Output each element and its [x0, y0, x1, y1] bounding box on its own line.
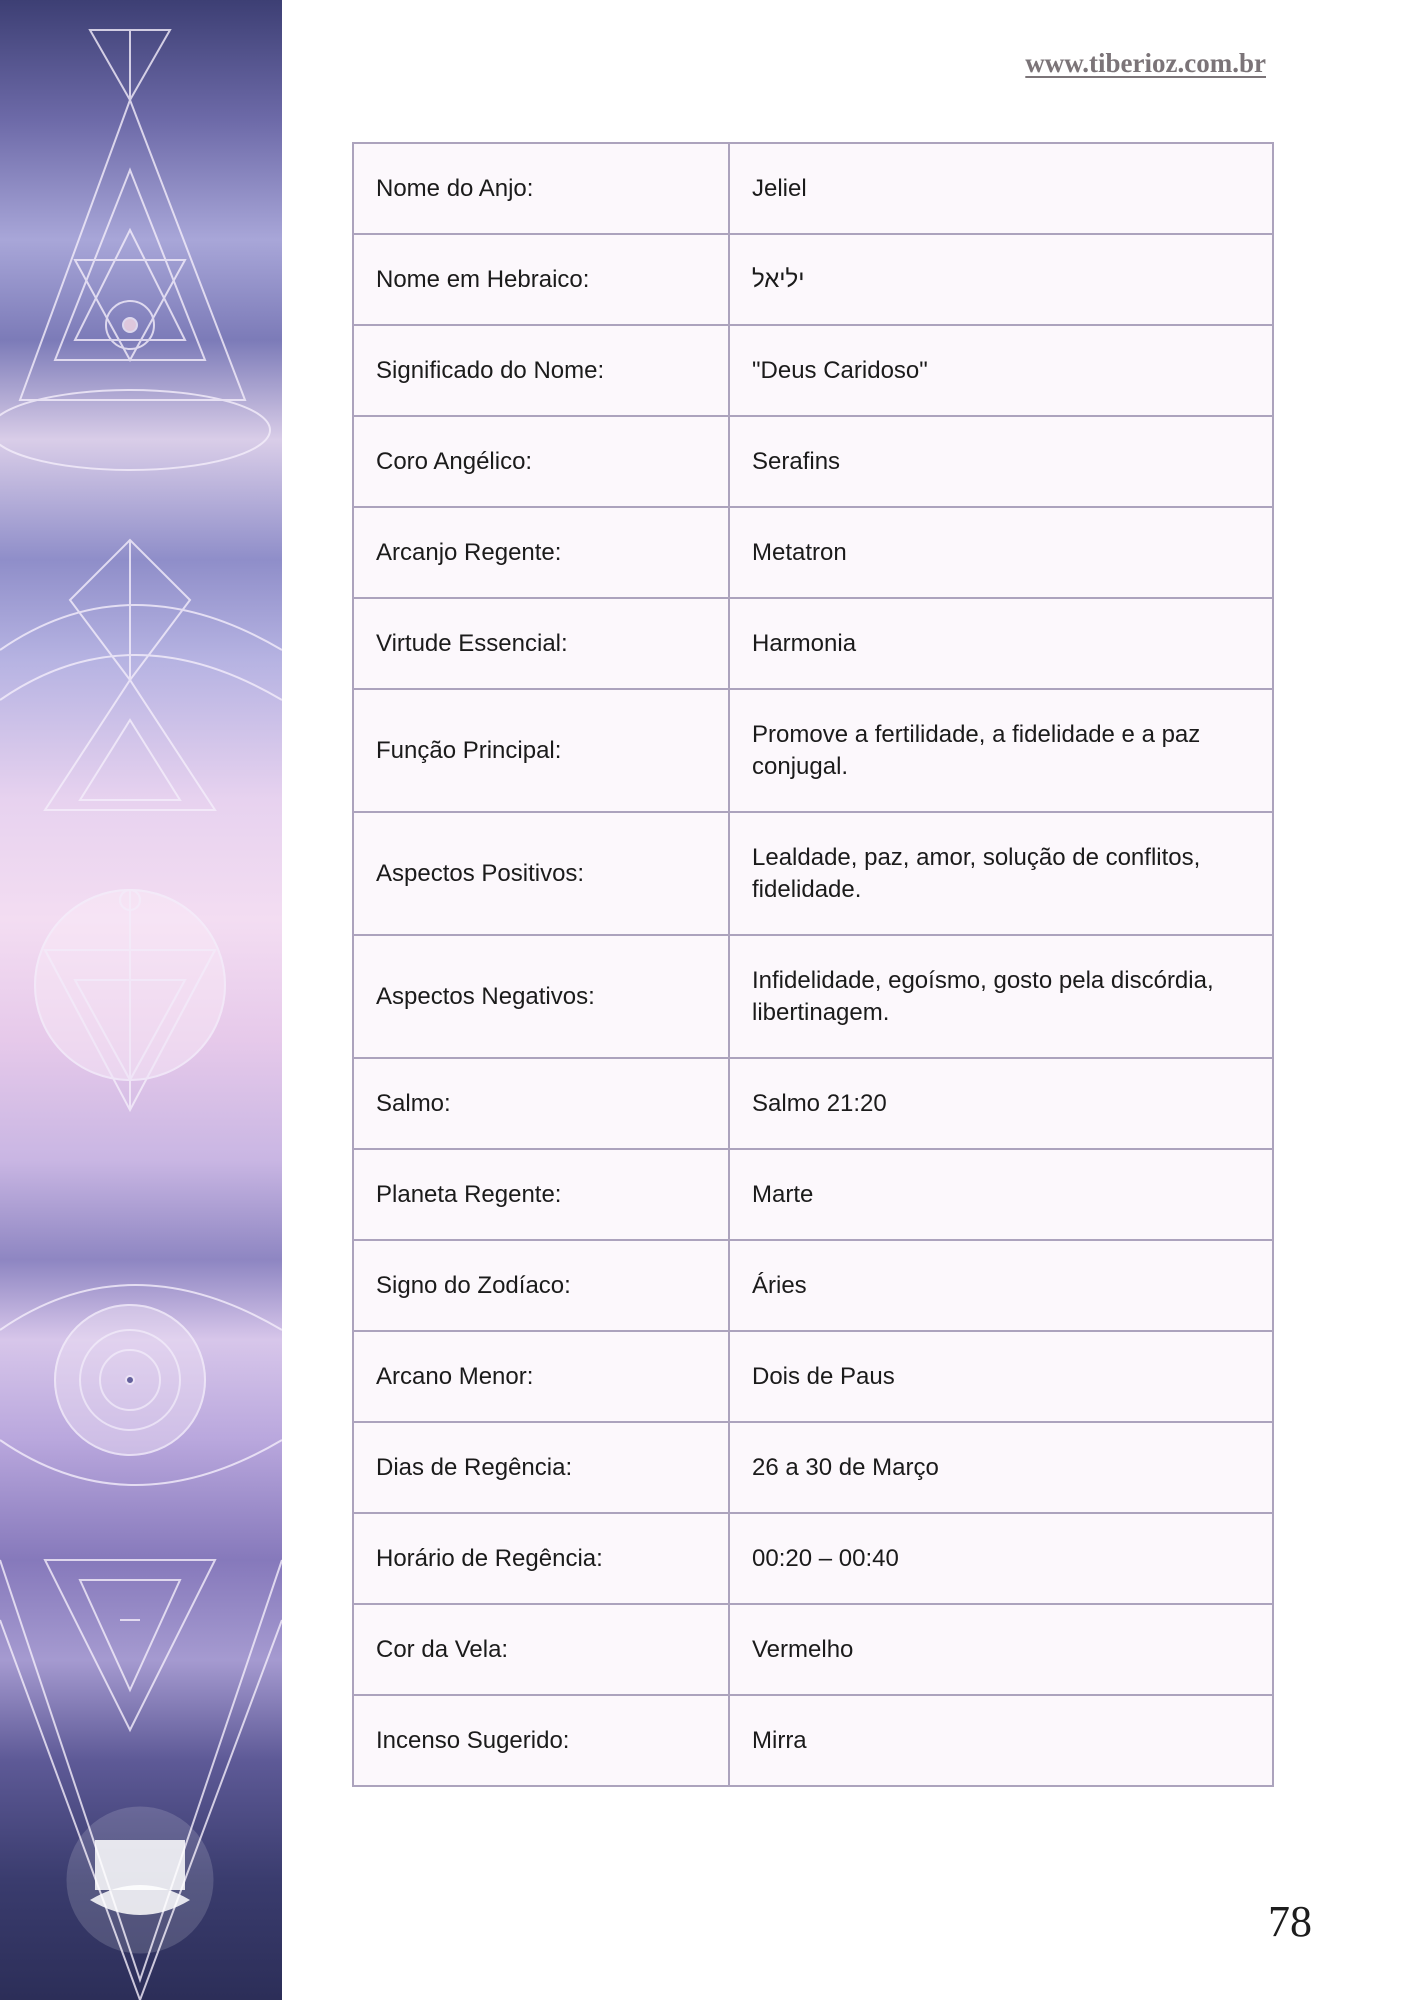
row-value: Salmo 21:20: [729, 1058, 1273, 1149]
table-row: [353, 1513, 1273, 1604]
row-value: Áries: [729, 1240, 1273, 1331]
row-value: 00:20 – 00:40: [729, 1513, 1273, 1604]
table-row: [353, 598, 1273, 689]
row-value: יליאל: [729, 234, 1273, 325]
decorative-side-banner: [0, 0, 282, 2000]
row-label: Significado do Nome:: [353, 325, 729, 416]
row-value: Lealdade, paz, amor, solução de conflitos, fidelidade.: [729, 812, 1273, 935]
table-row: [353, 935, 1273, 1058]
row-value: "Deus Caridoso": [729, 325, 1273, 416]
row-label: Aspectos Positivos:: [353, 812, 729, 935]
table-row: [353, 1604, 1273, 1695]
row-value: Infidelidade, egoísmo, gosto pela discórdia, libertinagem.: [729, 935, 1273, 1058]
table-row: [353, 689, 1273, 812]
row-value: Serafins: [729, 416, 1273, 507]
row-value: Metatron: [729, 507, 1273, 598]
row-value: 26 a 30 de Março: [729, 1422, 1273, 1513]
row-label: Aspectos Negativos:: [353, 935, 729, 1058]
table-row: [353, 1331, 1273, 1422]
angel-info-table: [352, 142, 1274, 1787]
row-label: Dias de Regência:: [353, 1422, 729, 1513]
row-label: Arcanjo Regente:: [353, 507, 729, 598]
row-label: Nome em Hebraico:: [353, 234, 729, 325]
table-row: [353, 1422, 1273, 1513]
table-row: [353, 325, 1273, 416]
row-label: Planeta Regente:: [353, 1149, 729, 1240]
sacred-geometry-illustration: [0, 0, 282, 2000]
table-row: [353, 1058, 1273, 1149]
table-row: [353, 507, 1273, 598]
row-value: Dois de Paus: [729, 1331, 1273, 1422]
row-value: Harmonia: [729, 598, 1273, 689]
row-label: Salmo:: [353, 1058, 729, 1149]
table-row: [353, 143, 1273, 234]
row-value: Marte: [729, 1149, 1273, 1240]
row-label: Signo do Zodíaco:: [353, 1240, 729, 1331]
row-label: Função Principal:: [353, 689, 729, 812]
table-row: [353, 1695, 1273, 1786]
table-row: [353, 1240, 1273, 1331]
row-label: Virtude Essencial:: [353, 598, 729, 689]
row-label: Horário de Regência:: [353, 1513, 729, 1604]
table-row: [353, 1149, 1273, 1240]
row-label: Arcano Menor:: [353, 1331, 729, 1422]
frequencias-logo: [68, 1808, 212, 1952]
row-label: Cor da Vela:: [353, 1604, 729, 1695]
table-row: [353, 416, 1273, 507]
table-row: [353, 234, 1273, 325]
row-value: Jeliel: [729, 143, 1273, 234]
website-url-link[interactable]: www.tiberioz.com.br: [1025, 48, 1266, 78]
row-value: Promove a fertilidade, a fidelidade e a paz conjugal.: [729, 689, 1273, 812]
row-value: Mirra: [729, 1695, 1273, 1786]
row-label: Nome do Anjo:: [353, 143, 729, 234]
row-label: Coro Angélico:: [353, 416, 729, 507]
table-row: [353, 812, 1273, 935]
page-number: 78: [1268, 1897, 1312, 1946]
row-label: Incenso Sugerido:: [353, 1695, 729, 1786]
row-value: Vermelho: [729, 1604, 1273, 1695]
